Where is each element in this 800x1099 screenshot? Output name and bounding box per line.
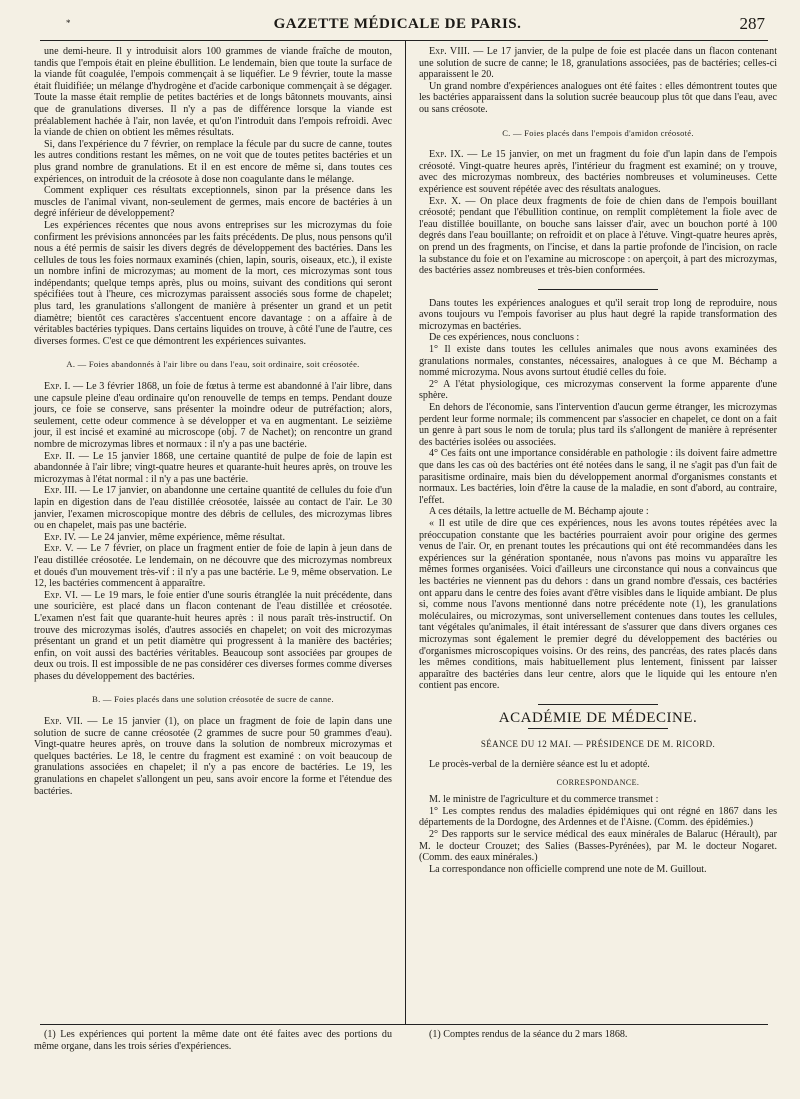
experiment-paragraph [34,451,392,486]
footnote-left [34,1029,392,1053]
experiment-paragraph [34,716,392,797]
academy-rule [528,728,668,729]
section-heading: C. — Foies placés dans l'empois d'amidon créosoté. [502,127,694,138]
paragraph: M. le ministre de l'agriculture et du commerce transmet : [429,794,659,806]
right-column [419,46,777,875]
academy-heading: ACADÉMIE DE MÉDECINE. [498,709,698,726]
experiment-text: — Le 17 janvier, de la pulpe de foie est placée dans un flacon contenant une solution de sucre de canne; le 18, granulations associées, pas de bactéries; celles-ci apparaissent le 20. [419,46,777,81]
experiment-paragraph [34,381,392,451]
experiment-paragraph [419,196,777,277]
header-rule [40,40,768,41]
paragraph: Les expériences récentes que nous avons entreprises sur les microzymas du foie confirment les prévisions annoncées par les faits précédents. De plus, nous pensons qu'il nous a été permis de saisir les divers degrés de développement des bactéries. Dans les cellules de tous les foies normaux examinés (chien, lapin, souris, oiseaux, etc.), il existe un nombre infini de microzymas; au moment de la mort, ces microzymas sont tous indépendants; quelque temps après, plus ou moins, suivant des conditions qui seront spécifiées tout à l'heure, ces microzymas paraissent associés sous forme de chapelet; plus tard, les granulations s'allongent de manière à présenter un grand et un petit diamètre; bientôt ces caractères s'accentuent encore davantage : on a affaire à de véritables bactéries typiques. Dans certains liquides on trouve, à côté l'une de l'autre, ces diverses formes. C'est ce que démontrent les expériences suivantes. [34,219,392,347]
session-heading: SÉANCE DU 12 MAI. — PRÉSIDENCE DE M. RICORD. [480,739,716,750]
paragraph: une demi-heure. Il y introduisit alors 100 grammes de viande fraîche de mouton, tandis que l'empois était en pleine ébullition. Le lendemain, bien que toute la surface de la viande fût coagulée, l'empois commençait à se liquéfier. Le 9 février, toute la masse était fluidifiée; un mélange d'hydrogène et d'acide carbonique commençait à se dégager. Toute la masse était remplie de petites bactéries et de longs bâtonnets mouvants, ainsi que de granulations diverses. Il n'y a pas de différence lorsque la viande est préalablement hachée à l'air, non lavée, et qu'on l'introduit dans l'empois refroidi. Avec la viande de chien on obtient les mêmes résultats. [34,46,392,139]
footnote-right [419,1029,777,1041]
experiment-paragraph [419,46,777,81]
experiment-label: Exp. II. [44,450,75,462]
paragraph: 1° Les comptes rendus des maladies épidémiques qui ont régné en 1867 dans les départements de la Dordogne, des Ardennes et de l'Aisne. (Comm. des épidémies.) [419,805,777,829]
page-number: 287 [739,14,765,33]
experiment-text: — Le 17 janvier, on abandonne une certaine quantité de cellules du foie d'un lapin en digestion dans de l'eau distillée créosotée, laissée au contact de l'air. Le 30 janvier, l'examen microscopique montre des débris de cellules, des microzymas libres ou en chapelet, mais pas une bactérie. [34,485,392,532]
paragraph: « Il est utile de dire que ces expériences, nous les avons toutes répétées avec la préoccupation constante que les bactéries pourraient avoir pour origine des germes venus de l'air. Or, en prenant toutes les précautions qui ont été recommandées dans les expériences sur la génération spontanée, nous n'avons pas moins vu apparaître les mêmes formes organisées. Voici d'ailleurs une circonstance qui nous a convaincus que les bactéries ne viennent pas du dehors : dans un grand nombre d'essais, ces bactéries ont apparu dans le centre des foies avant d'être visibles dans le liquide ambiant. De plus si, comme nous l'avons mentionné dans notre précédente note (1), les granulations moléculaires, ou microzymas, sont universellement contenues dans toutes les cellules, tant végétales qu'animales, il était intéressant de s'assurer que dans divers organes ces microzymas sont également le premier degré du développement des bactéries ou d'organismes microscopiques voisins. Or des reins, des pancréas, des rates placés dans les mêmes conditions, mais habituellement plus lentement, finissent par laisser apparaître des bactéries dans leur centre, alors que le liquide qui les entoure n'en contient pas encore. [419,517,777,692]
experiment-paragraph [34,543,392,589]
paragraph: De ces expériences, nous concluons : [429,332,580,344]
paragraph: 2° A l'état physiologique, ces microzymas conservent la forme apparente d'une sphère. [419,378,777,402]
paragraph: Un grand nombre d'expériences analogues ont été faites : elles démontrent toutes que les bactéries apparaissent dans la solution sucrée beaucoup plus tôt que dans l'eau, avec ou sans créosote. [419,80,777,115]
experiment-paragraph [419,149,777,195]
experiment-text: — Le 15 janvier (1), on place un fragment de foie de lapin dans une solution de sucre de canne créosotée (2 grammes de sucre pour 50 grammes d'eau). Vingt-quatre heures après, on trouve dans la solution de nombreux microzymas et quelques bactéries. Le 18, le centre du fragment est examiné : on voit beaucoup de granulations associées en chapelet; il n'y a pas encore de bactéries. Le 19, les granulations en chapelet s'allongent un peu, sans avoir encore la forme et l'étendue des bactéries. [34,716,392,797]
footnote-rule [40,1024,768,1025]
experiment-text: — On place deux fragments de foie de chien dans de l'empois bouillant créosoté; pendant que l'ébullition continue, on remplit complètement la fiole avec de l'eau distillée bouillante, on bouche sans laisser d'air, avec un bouchon porté à 100 degrés dans l'eau bouillante; on refroidit et on place à l'étuve. Vingt-quatre heures après, on prend un des fragments, on l'incise, et dans la partie profonde de l'incision, on racle la substance du foie et on l'examine au microscope : on aperçoit, à part des microzymas, des bactéries assez nombreuses et très-bien conformées. [419,195,777,277]
experiment-label: Exp. X. [429,195,461,207]
journal-title: GAZETTE MÉDICALE DE PARIS. [273,16,522,32]
experiment-text: — Le 7 février, on place un fragment entier de foie de lapin à jeun dans de l'eau distillée créosotée. Le lendemain, on ne découvre que des microzymas nombreux et doués d'un mouvement très-vif : il n'y a pas une bactérie. Le 9, même observation. Le 12, les bactéries commencent à apparaître. [34,543,392,590]
experiment-text: — Le 15 janvier 1868, une certaine quantité de pulpe de foie de lapin est abandonnée à l'air libre; vingt-quatre heures et quarante-huit heures après, on trouve les microzymas à l'état normal : il n'y a pas une bactérie. [34,450,392,485]
experiment-label: Exp. III. [44,485,77,497]
experiment-label: Exp. I. [44,381,71,393]
paragraph: Si, dans l'expérience du 7 février, on remplace la fécule par du sucre de canne, toutes les autres conditions restant les mêmes, on ne voit que de toutes petites bactéries et un plus grand nombre de granulations. Et il en est encore de même si, dans toutes ces expériences, on introduit de la créosote à dose non coagulante dans le mélange. [34,138,392,185]
experiment-text: — Le 15 janvier, on met un fragment du foie d'un lapin dans de l'empois créosoté. Vingt-quatre heures après, l'intérieur du fragment est examiné; on y trouve, avec des microzymas nombreux, des bactéries nombreuses et volumineuses. Cette expérience est souvent répétée avec des résultats analogues. [419,149,777,195]
section-divider [538,289,658,290]
experiment-label: Exp. VIII. [429,46,470,57]
paragraph: En dehors de l'économie, sans l'intervention d'aucun germe étranger, les microzymas perdent leur forme normale; ils commencent par s'associer en chapelet, ce dont on a fait un genre à part sous le nom de torula; plus tard ils s'allongent de manière à représenter des bactéries isolées ou associées. [419,402,777,448]
experiment-paragraph [34,532,392,544]
paragraph: Comment expliquer ces résultats exceptionnels, sinon par la présence dans les muscles de l'animal vivant, non-seulement de germes, mais encore de bactéries à un degré inférieur de développement? [34,185,392,220]
section-divider [538,704,658,705]
experiment-label: Exp. IX. [429,149,464,161]
experiment-text: — Le 3 février 1868, un foie de fœtus à terme est abandonné à l'air libre, dans une capsule pleine d'eau ordinaire qu'on renouvelle de temps en temps. Pendant douze jours, ce foie se conserve, sans présenter la moindre odeur de putréfaction; alors, seulement, cette odeur commence à se développer et va en augmentant. Le seizième jour, il est incisé et examiné au microscope (obj. 7 de Nachet); on rencontre un grand nombre de microzymas libres et normaux : il n'y a pas une bactérie. [34,381,392,450]
paragraph: 1° Il existe dans toutes les cellules animales que nous avons examinées des granulations normales, constantes, nécessaires, analogues à ce que M. Béchamp a nommé microzyma. Nous avons surtout étudié celles du foie. [419,344,777,379]
experiment-label: Exp. VI. [44,589,78,601]
paragraph: 2° Des rapports sur le service médical des eaux minérales de Balaruc (Hérault), par M. le docteur Crouzet; des Salies (Basses-Pyrénées), par M. le docteur Nogaret. (Comm. des eaux minérales.) [419,829,777,864]
experiment-paragraph [34,590,392,683]
experiment-label: Exp. IV. [44,531,77,543]
paragraph: Le procès-verbal de la dernière séance est lu et adopté. [429,759,650,771]
experiment-paragraph [34,485,392,531]
paragraph: A ces détails, la lettre actuelle de M. Béchamp ajoute : [429,506,649,518]
section-heading: A. — Foies abandonnés à l'air libre ou dans l'eau, soit ordinaire, soit créosotée. [66,359,360,370]
footnote-right-text: (1) Comptes rendus de la séance du 2 mars 1868. [429,1029,628,1040]
column-separator [405,41,406,1024]
section-heading: B. — Foies placés dans une solution créosotée de sucre de canne. [92,694,334,705]
paragraph: La correspondance non officielle comprend une note de M. Guillout. [429,863,707,875]
experiment-label: Exp. VII. [44,716,83,728]
paragraph: 4° Ces faits ont une importance considérable en pathologie : ils doivent faire admettre que dans les cas où des bactéries ont été notées dans le sang, il ne s'agit pas d'un fait de parasitisme ordinaire, mais bien du développement anormal d'organismes constants et normaux. Les bactéries, loin d'être la cause de la maladie, en sont d'abord, au contraire, l'effet. [419,448,777,506]
header-mark: * [66,18,71,28]
paragraph: Dans toutes les expériences analogues et qu'il serait trop long de reproduire, nous avons toujours vu l'empois favoriser au plus haut degré la rapide transformation des microzymas en bactéries. [419,297,777,332]
experiment-label: Exp. V. [44,543,74,555]
correspondence-heading: CORRESPONDANCE. [556,777,640,787]
left-column [34,46,392,797]
experiment-text: — Le 24 janvier, même expérience, même résultat. [78,531,286,543]
experiment-text: — Le 19 mars, le foie entier d'une souris étranglée la nuit précédente, dans une souricière, est placé dans un flacon contenant de l'eau distillée et créosotée. L'examen n'est fait que quarante-huit heures après : il nous paraît très-instructif. On trouve des microzymas isolés, d'autres associés en chapelet; on voit des microzymas présentant un grand et un petit diamètre qui progressent à la manière des bactéries; enfin, on voit aussi des bactéries véritables. Beaucoup sont associées par groupes de deux ou trois. Il est impossible de ne pas considérer ces diverses formes comme diverses phases du développement des bactéries. [34,589,392,682]
page-header [30,0,765,38]
footnote-left-text: (1) Les expériences qui portent la même date ont été faites avec des portions du même organe, dans les trois séries d'expériences. [34,1029,392,1052]
